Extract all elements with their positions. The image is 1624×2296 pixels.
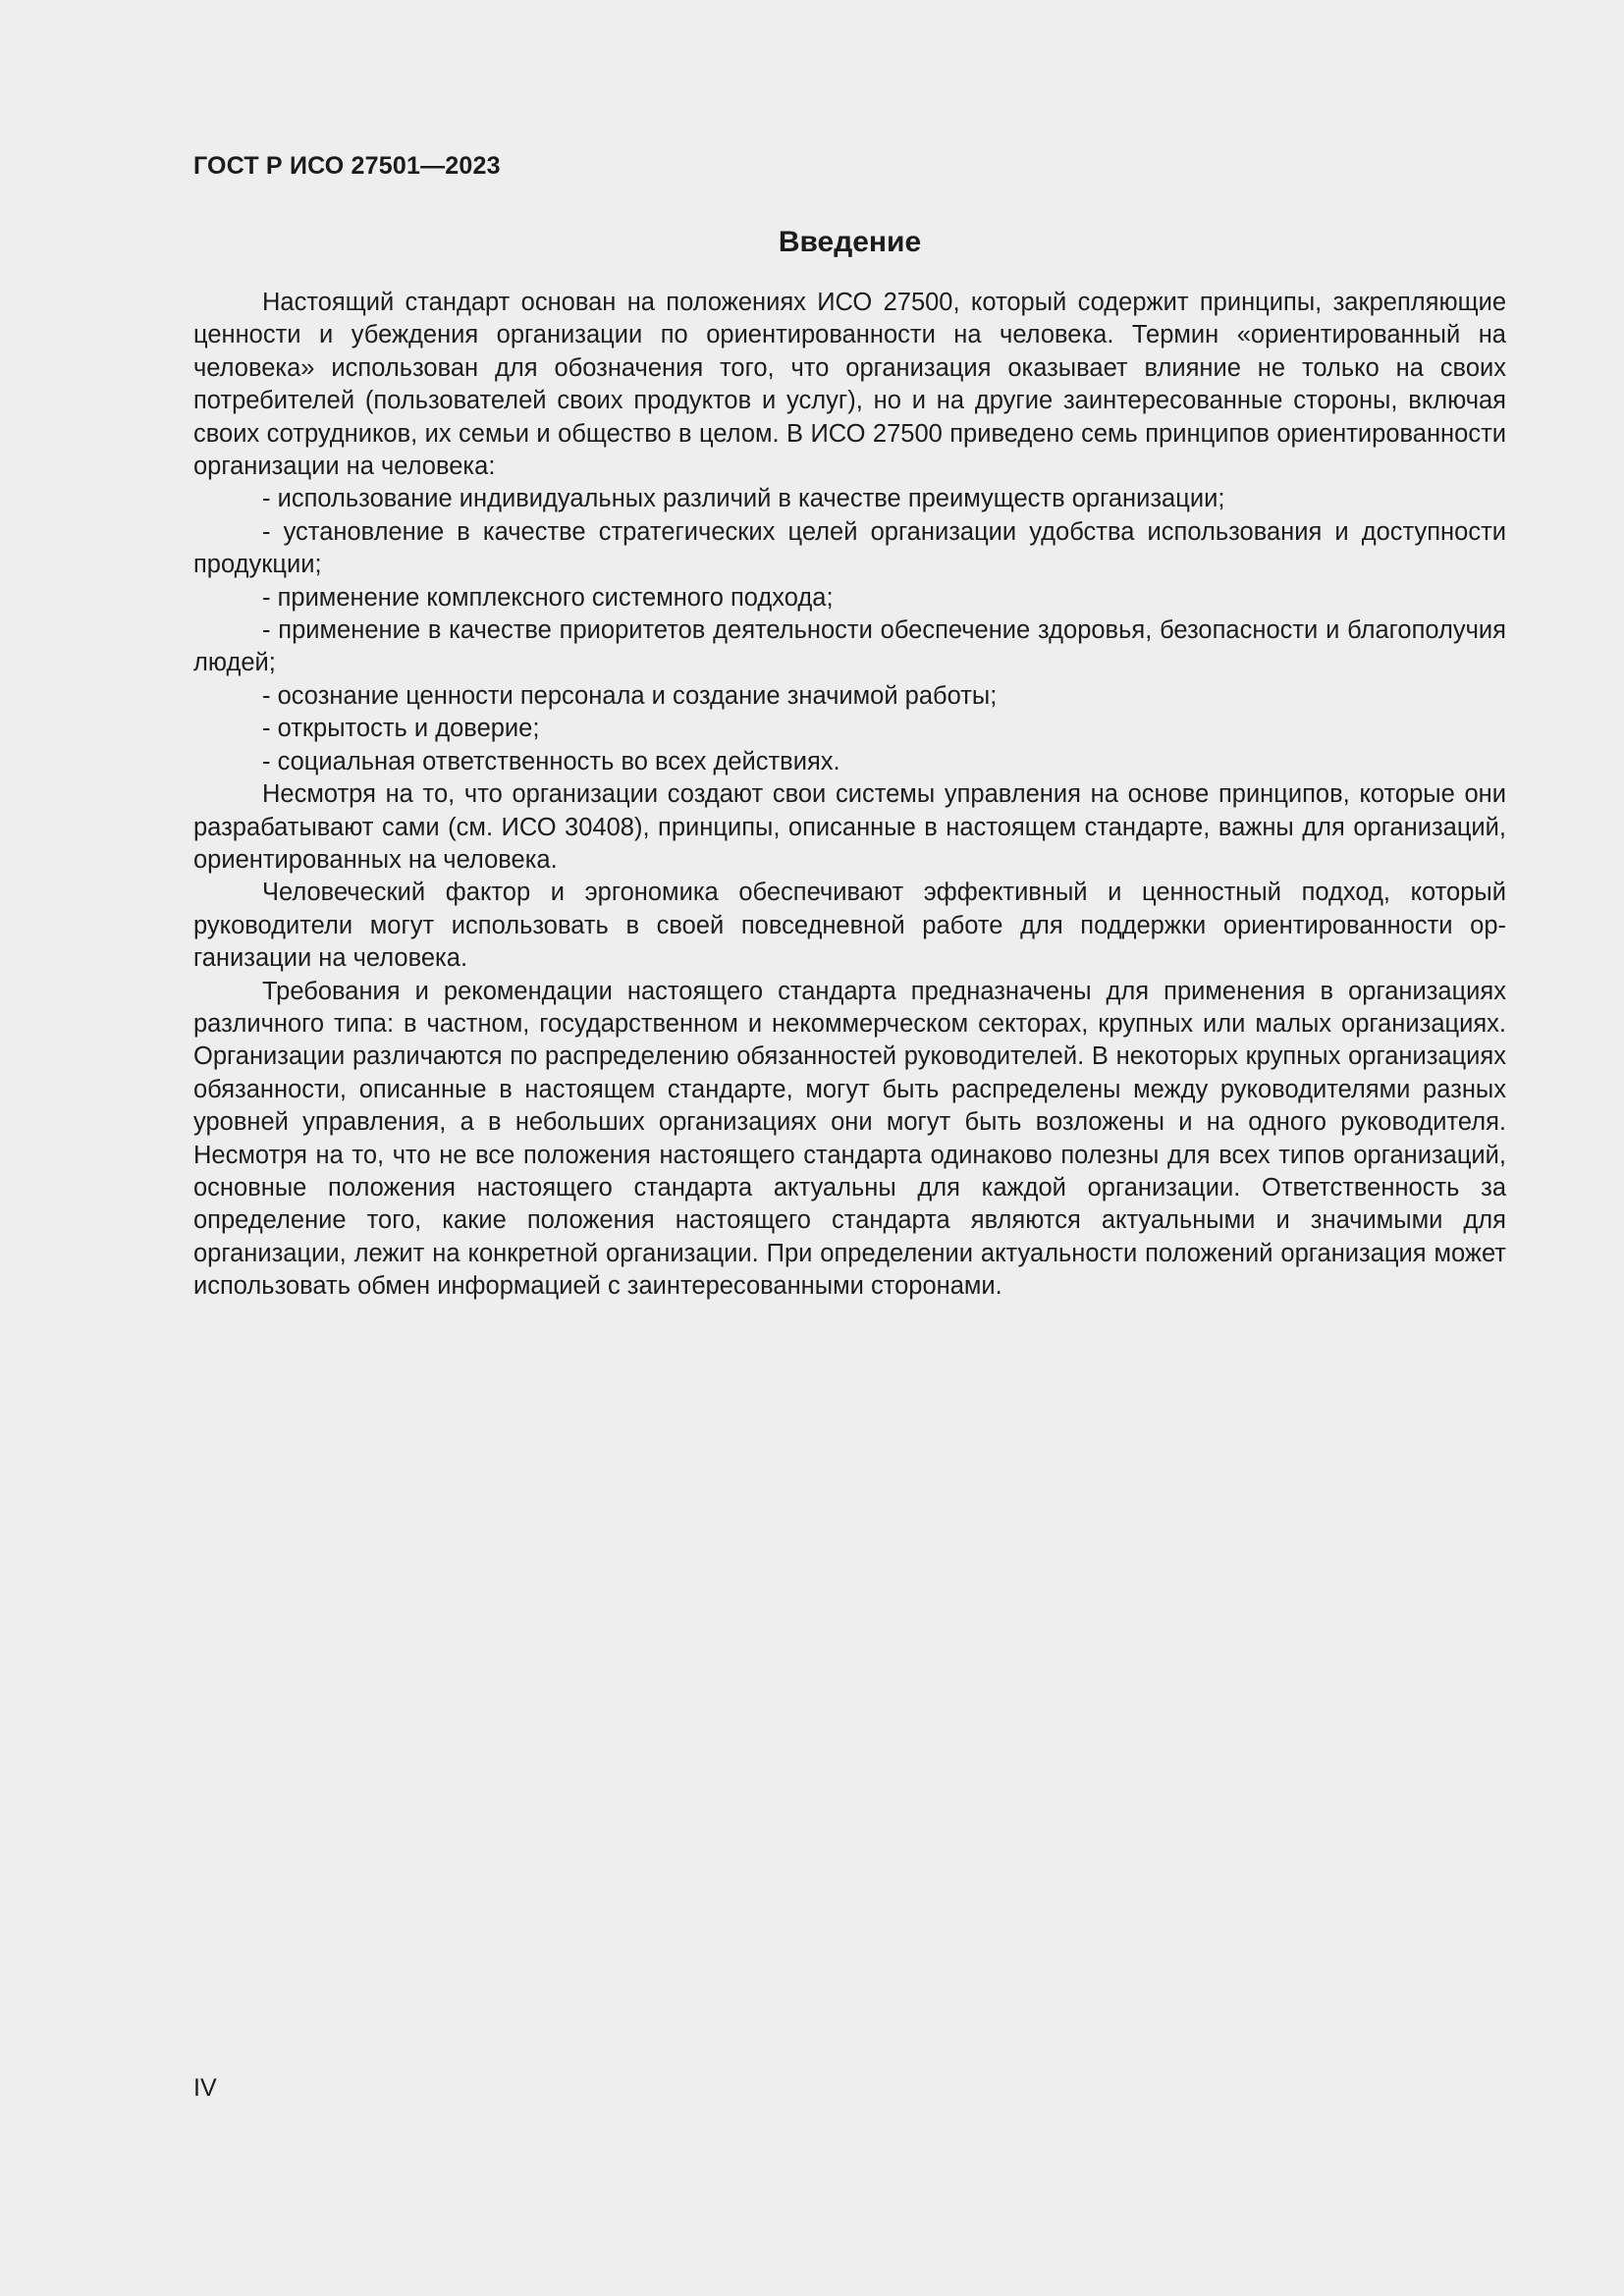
paragraph-requirements: Требования и рекомендации настоящего стандарта предназначены для применения в организациях различного типа: в частном, государственном и некоммерческом секторах, крупных или малых организациях. Организации различаются по распределению обязанностей руководителей. В некоторых крупных организациях обязанности, описанные в настоящем стандарте, могут быть распределены между руководителями разных уровней управления, а в небольших организациях они могут быть возложены и на одного руководителя. Несмотря на то, что не все положения настоящего стандарта одинаково полезны для всех типов организаций, основные положения настоящего стандарта актуальны для каждой организации. Ответственность за определение того, какие положения настоящего стандарта являются актуальными и значимыми для организации, лежит на конкретной организации. При определении актуальности положений организация может использовать обмен информацией с заинтересованными сторонами. xyxy=(193,977,1506,1301)
list-item-principle-1: - использование индивидуальных различий в качестве преимуществ организации; xyxy=(262,485,1225,513)
list-item-principle-7: - социальная ответственность во всех действиях. xyxy=(262,747,840,775)
list-item-principle-2: - установление в качестве стратегических целей организации удобства использования и доступности продукции; xyxy=(193,517,1506,579)
document-header-code: ГОСТ Р ИСО 27501—2023 xyxy=(193,152,501,180)
paragraph-ergonomics: Человеческий фактор и эргономика обеспечивают эффективный и ценностный подход, который руководители могут использовать в своей повседневной работе для поддержки ориентированности организации на человека. xyxy=(193,879,1506,973)
paragraph-management-systems: Несмотря на то, что организации создают свои системы управления на основе принципов, которые они разрабатывают сами (см. ИСО 30408), принципы, описанные в настоящем стандарте, важны для организаций, ориентированных на человека. xyxy=(193,780,1506,874)
section-title: Введение xyxy=(778,226,922,258)
list-item-principle-3: - применение комплексного системного подхода; xyxy=(262,583,834,612)
list-item-principle-4: - применение в качестве приоритетов деятельности обеспечение здоровья, безопасности и благополучия людей; xyxy=(193,616,1506,677)
paragraph-intro: Настоящий стандарт основан на положениях ИСО 27500, который содержит принципы, закрепляющие ценности и убеждения организации по ориентированности на человека. Термин «ориентированный на человека» использован для обозначения того, что организация оказывает влияние не только на своих потребителей (пользователей своих продуктов и услуг), но и на другие заинтересованные стороны, включая своих сотрудников, их семьи и общество в целом. В ИСО 27500 приведено семь принципов ориентированности организации на человека: xyxy=(193,289,1506,481)
page-number: IV xyxy=(193,2074,217,2102)
list-item-principle-5: - осознание ценности персонала и создание значимой работы; xyxy=(262,681,998,710)
document-body xyxy=(193,287,1506,1304)
list-item-principle-6: - открытость и доверие; xyxy=(262,715,540,743)
